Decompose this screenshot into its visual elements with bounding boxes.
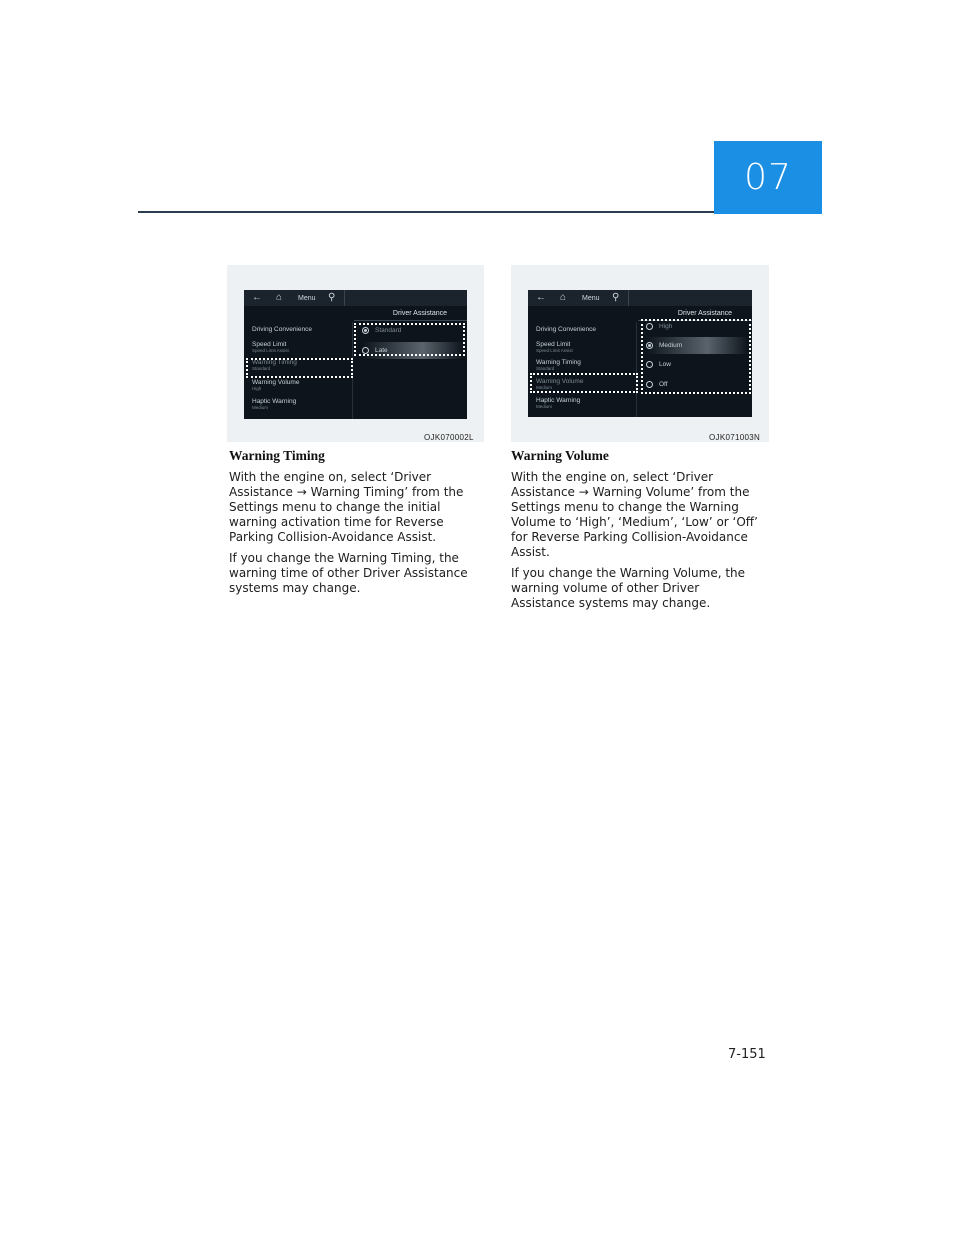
menu-item-warning-timing[interactable] (536, 359, 581, 371)
menu-item-value: Medium (252, 405, 269, 410)
menu-item-value: Speed Limit Assist (536, 348, 573, 353)
menu-item-label: Speed Limit (536, 341, 571, 348)
section-paragraph: With the engine on, select ‘Driver Assistance → Warning Timing’ from the Settings menu to change the initial warning activation time for Reverse Parking Collision-Avoidance Assist. (229, 470, 464, 544)
menu-item-haptic-warning[interactable] (536, 397, 580, 409)
menu-item-speed-limit[interactable] (536, 341, 573, 353)
figure-code: OJK071003N (709, 433, 761, 442)
settings-screen (528, 290, 752, 417)
section-heading: Warning Volume (511, 448, 609, 463)
menu-label[interactable]: Menu (582, 295, 600, 302)
header-divider (354, 320, 467, 321)
menu-item-value: Standard (252, 366, 271, 371)
figure-warning-volume (511, 265, 769, 442)
option-label: Late (375, 347, 388, 354)
menu-label[interactable]: Menu (298, 295, 316, 302)
screen-topbar (244, 290, 467, 306)
chapter-header-rule (138, 211, 714, 213)
topbar-divider (628, 290, 629, 306)
menu-item-driving-convenience[interactable] (252, 326, 312, 333)
menu-item-driving-convenience[interactable] (536, 326, 596, 333)
list-separator (636, 322, 637, 417)
callout-box-menu-item (246, 358, 353, 378)
menu-item-label: Haptic Warning (252, 398, 297, 405)
search-icon[interactable]: ⚲ (328, 292, 336, 303)
callout-box-options (641, 319, 751, 394)
menu-item-value: Medium (536, 404, 553, 409)
home-icon[interactable]: ⌂ (276, 292, 283, 303)
menu-item-value: Medium (536, 385, 553, 390)
menu-item-haptic-warning[interactable] (252, 398, 296, 410)
option-label: High (659, 323, 673, 330)
figure-code: OJK070002L (424, 433, 474, 442)
menu-item-label: Warning Timing (252, 359, 297, 366)
option-label: Standard (375, 327, 402, 334)
section-warning-timing (229, 448, 481, 602)
screen-topbar (528, 290, 752, 306)
back-arrow-icon[interactable]: ← (536, 292, 546, 303)
section-heading: Warning Timing (229, 448, 325, 463)
figure-warning-timing (227, 265, 484, 442)
chapter-tab: 07 (714, 141, 822, 214)
menu-item-label: Driving Convenience (252, 326, 312, 333)
menu-item-label: Speed Limit (252, 341, 287, 348)
option-label: Medium (659, 342, 683, 349)
menu-item-label: Warning Volume (252, 379, 300, 386)
search-icon[interactable]: ⚲ (612, 292, 620, 303)
back-arrow-icon[interactable]: ← (252, 292, 262, 303)
callout-box-menu-item (530, 373, 638, 393)
menu-item-label: Driving Convenience (536, 326, 596, 333)
menu-item-warning-volume[interactable] (252, 379, 299, 391)
menu-item-value: Speed Limit Assist (252, 348, 289, 353)
section-title: Driver Assistance (392, 310, 447, 317)
menu-item-label: Warning Volume (536, 378, 584, 385)
menu-item-label: Warning Timing (536, 359, 581, 366)
settings-screen (244, 290, 467, 419)
callout-box-options (354, 323, 465, 356)
option-label: Off (659, 381, 668, 388)
option-label: Low (659, 361, 671, 368)
section-title: Driver Assistance (677, 310, 732, 317)
section-warning-volume (511, 448, 763, 617)
menu-item-value: High (252, 386, 262, 391)
settings-menu-list (528, 322, 636, 417)
section-paragraph: If you change the Warning Timing, the warning time of other Driver Assistance systems may change. (229, 551, 468, 595)
section-paragraph: With the engine on, select ‘Driver Assistance → Warning Volume’ from the Settings menu to change the Warning Volume to ‘High’, ‘Medium’, ‘Low’ or ‘Off’ for Reverse Parking Collision-Avoidance Assist. (511, 470, 758, 559)
topbar-divider (344, 290, 345, 306)
section-paragraph: If you change the Warning Volume, the warning volume of other Driver Assistance systems may change. (511, 566, 746, 610)
page-number: 7-151 (728, 1047, 766, 1062)
menu-item-value: Standard (536, 366, 555, 371)
menu-item-speed-limit[interactable] (252, 341, 289, 353)
menu-item-label: Haptic Warning (536, 397, 581, 404)
home-icon[interactable]: ⌂ (560, 292, 567, 303)
